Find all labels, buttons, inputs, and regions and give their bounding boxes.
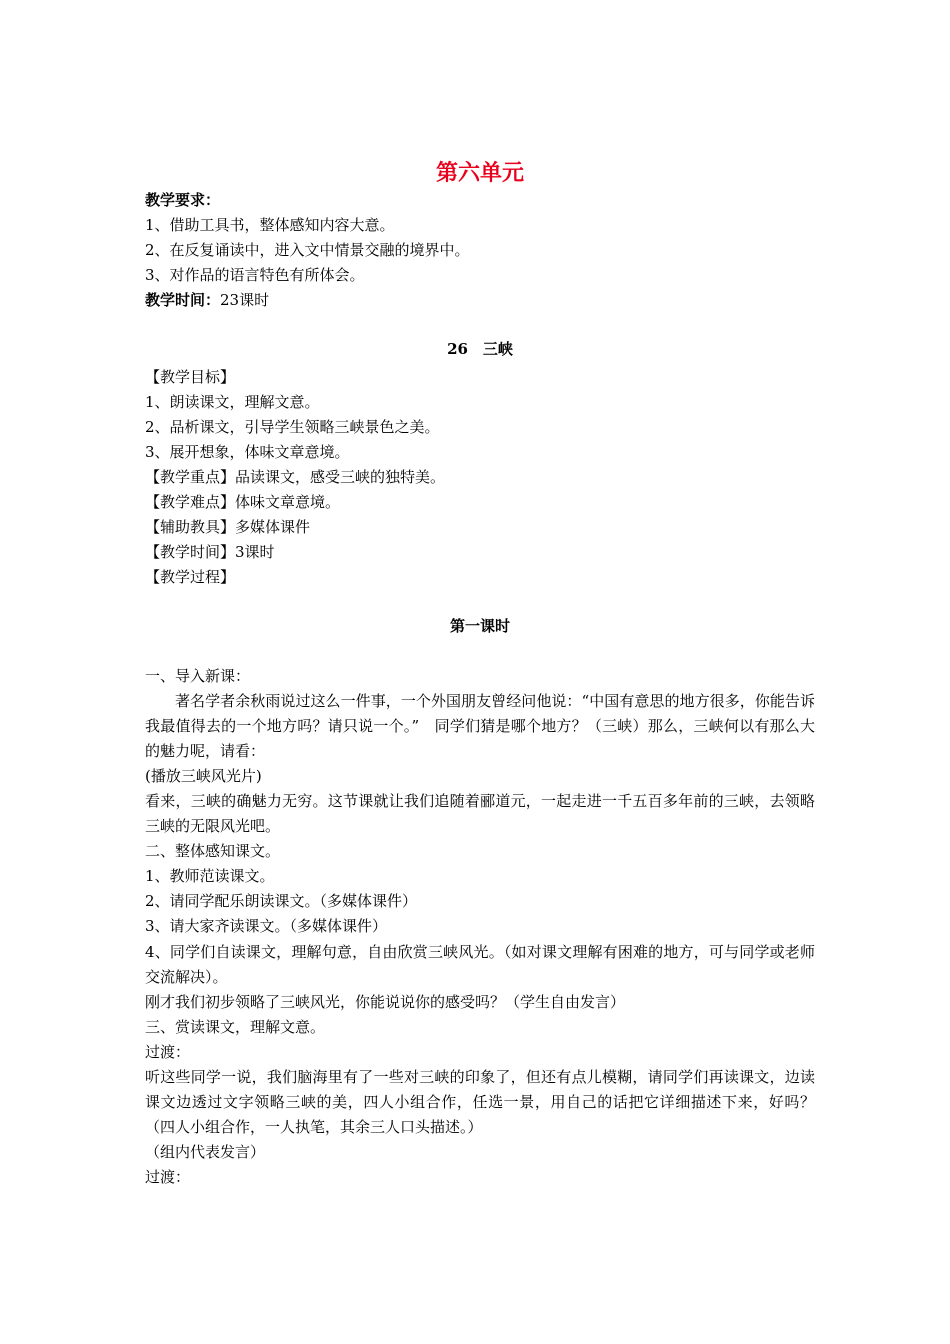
unit-title: 第六单元: [435, 160, 524, 186]
intro-paragraph: 著名学者余秋雨说过这么一件事，一个外国朋友曾经问他说：“中国有意思的地方很多，你能告诉我最值得去的一个地方吗？请只说一个。” 同学们猜是哪个地方？（三峡）那么，三峡何以有那么大的魅力呢，请看：: [145, 691, 815, 760]
transition-label: 过渡：: [145, 1042, 191, 1061]
key-point: 【教学重点】品读课文，感受三峡的独特美。: [145, 467, 446, 486]
lesson-title: 26 三峡: [447, 340, 513, 359]
lesson-time: 【教学时间】3课时: [145, 543, 275, 562]
requirement-item: 1、借助工具书，整体感知内容大意。: [145, 216, 395, 235]
step-item: 1、教师范读课文。: [145, 867, 275, 886]
requirement-item: 3、对作品的语言特色有所体会。: [145, 266, 365, 285]
goal-item: 2、品析课文，引导学生领略三峡景色之美。: [145, 417, 440, 436]
difficulty: 【教学难点】体味文章意境。: [145, 493, 341, 512]
teaching-time: [145, 288, 815, 313]
step-item: 4、同学们自读课文，理解句意，自由欣赏三峡风光。（如对课文理解有困难的地方，可与同学或老师交流解决）。: [145, 942, 815, 986]
requirements-heading-text: 教学要求：: [145, 191, 221, 209]
process-heading: 【教学过程】: [145, 568, 236, 587]
goals-heading: 【教学目标】: [145, 367, 236, 386]
intro-after-paragraph: 看来，三峡的确魅力无穷。这节课就让我们追随着郦道元，一起走进一千五百多年前的三峡，去领略三峡的无限风光吧。: [145, 791, 815, 836]
reading-paragraph: 听这些同学一说，我们脑海里有了一些对三峡的印象了，但还有点儿模糊，请同学们再读课文，边读课文边透过文字领略三峡的美，四人小组合作，任选一景，用自己的话把它详细描述下来，好吗？（四人小组合作，一人执笔，其余三人口头描述。）: [145, 1068, 815, 1137]
period-title: 第一课时: [449, 617, 510, 636]
requirements-heading: [145, 188, 815, 213]
teaching-tools: 【辅助教具】多媒体课件: [145, 518, 311, 537]
document-page: [145, 158, 815, 1190]
teaching-time-value: 23课时: [220, 291, 270, 310]
goal-item: 3、展开想象，体味文章意境。: [145, 442, 350, 461]
section-heading-1: 一、导入新课：: [145, 666, 251, 685]
transition-label: 过渡：: [145, 1168, 191, 1187]
group-speech-note: （组内代表发言）: [145, 1143, 266, 1162]
goal-item: 1、朗读课文，理解文意。: [145, 392, 320, 411]
section-heading-3: 三、赏读课文，理解文意。: [145, 1017, 326, 1036]
feeling-question: 刚才我们初步领略了三峡风光，你能说说你的感受吗？（学生自由发言）: [145, 992, 626, 1011]
video-note: (播放三峡风光片): [145, 766, 262, 785]
requirement-item: 2、在反复诵读中，进入文中情景交融的境界中。: [145, 241, 470, 260]
step-item: 3、请大家齐读课文。（多媒体课件）: [145, 917, 388, 936]
step-item: 2、请同学配乐朗读课文。（多媒体课件）: [145, 892, 418, 911]
teaching-time-label: 教学时间：: [145, 291, 221, 310]
section-heading-2: 二、整体感知课文。: [145, 842, 281, 861]
